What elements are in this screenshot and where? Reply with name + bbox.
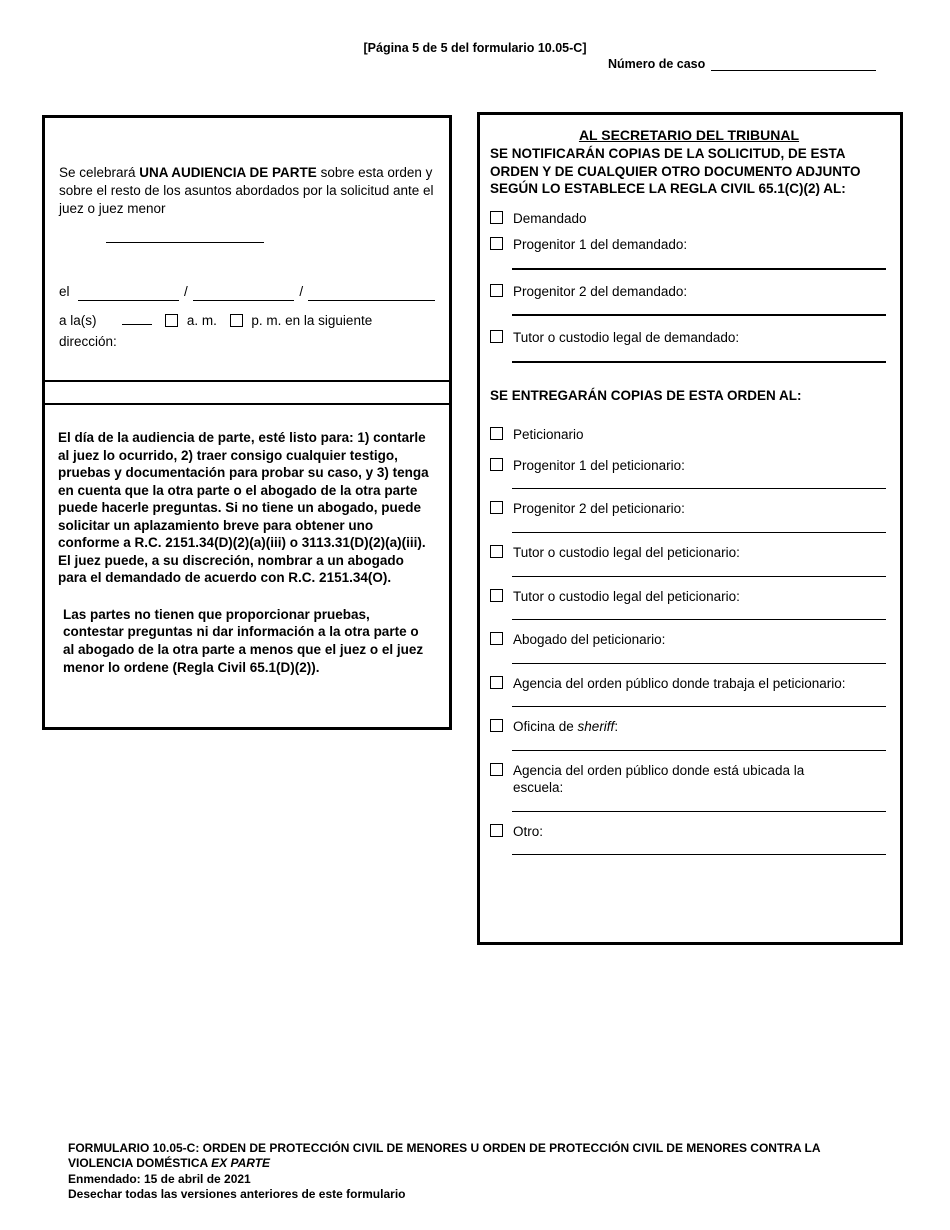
write-in-line[interactable] bbox=[512, 361, 886, 363]
check-item-label: Agencia del orden público donde trabaja el peticionario: bbox=[513, 675, 846, 691]
date-month-line[interactable] bbox=[78, 285, 180, 301]
check-item bbox=[490, 762, 888, 812]
write-in-line[interactable] bbox=[512, 488, 886, 489]
checkbox[interactable] bbox=[490, 284, 503, 297]
write-in-line[interactable] bbox=[512, 314, 886, 316]
pm-label: p. m. bbox=[251, 313, 282, 329]
hearing-time-row bbox=[59, 311, 421, 353]
check-item bbox=[490, 588, 888, 621]
check-item-label: Otro: bbox=[513, 823, 544, 839]
notify-list bbox=[490, 210, 888, 363]
check-item-label: Progenitor 2 del demandado: bbox=[513, 283, 688, 299]
check-item-label: Oficina de sheriff: bbox=[513, 719, 619, 735]
check-item bbox=[490, 544, 888, 577]
check-item-label: Tutor o custodio legal del peticionario: bbox=[513, 588, 740, 604]
check-item bbox=[490, 283, 888, 317]
date-label: el bbox=[59, 284, 70, 300]
checkbox[interactable] bbox=[490, 676, 503, 689]
hearing-instructions-section bbox=[45, 405, 449, 727]
checkbox[interactable] bbox=[490, 589, 503, 602]
check-item bbox=[490, 457, 888, 490]
check-item-label: Agencia del orden público donde está ubicada la escuela: bbox=[513, 762, 805, 796]
checkbox[interactable] bbox=[490, 501, 503, 514]
time-input-line[interactable] bbox=[122, 313, 152, 325]
write-in-line[interactable] bbox=[512, 576, 886, 577]
time-label: a la(s) bbox=[59, 313, 97, 329]
hearing-instructions-text: El día de la audiencia de parte, esté listo para: 1) contarle al juez lo ocurrido, 2) traer consigo cualquier testigo, pruebas y documentación para probar su caso, y 3) tenga en cuenta que la otra parte o el abogado de la otra parte puede hacerle preguntas. Si no tiene un abogado, puede solicitar un aplazamiento breve para obtener uno conforme a R.C. 2151.34(D)(2)(a)(iii) o 3113.31(D)(2)(a)(iii). El juez puede, a su discreción, nombrar a un abogado para el demandado de acuerdo con R.C. 2151.34(O). bbox=[58, 430, 429, 586]
intro-post: sobre esta orden y sobre el resto de los asuntos abordados por la solicitud ante el juez o juez menor bbox=[59, 165, 434, 216]
checkbox[interactable] bbox=[490, 632, 503, 645]
checkbox[interactable] bbox=[490, 237, 503, 250]
footer-amended-date: Enmendado: 15 de abril de 2021 bbox=[68, 1171, 251, 1186]
check-item-label: Progenitor 2 del peticionario: bbox=[513, 501, 685, 517]
footer-form-title: FORMULARIO 10.05-C: ORDEN DE PROTECCIÓN CIVIL DE MENORES U ORDEN DE PROTECCIÓN CIVIL DE MENORES CONTRA LA VIOLENCIA DOMÉSTICA EX PARTE bbox=[68, 1141, 821, 1171]
hearing-schedule-section bbox=[45, 118, 449, 380]
checkbox[interactable] bbox=[490, 427, 503, 440]
deliver-list bbox=[490, 426, 888, 855]
write-in-line[interactable] bbox=[512, 663, 886, 664]
checkbox[interactable] bbox=[490, 211, 503, 224]
am-label: a. m. bbox=[186, 313, 217, 329]
date-year-line[interactable] bbox=[308, 285, 435, 301]
check-item bbox=[490, 500, 888, 533]
checkbox[interactable] bbox=[490, 545, 503, 558]
notify-heading: SE NOTIFICARÁN COPIAS DE LA SOLICITUD, DE ESTA ORDEN Y DE CUALQUIER OTRO DOCUMENTO ADJUNTO SEGÚN LO ESTABLECE LA REGLA CIVIL 65.1(C)(2) AL: bbox=[490, 146, 861, 197]
check-item-label: Abogado del peticionario: bbox=[513, 632, 666, 648]
check-item bbox=[490, 718, 888, 751]
check-item-label: Progenitor 1 del peticionario: bbox=[513, 457, 685, 473]
hearing-date-row bbox=[59, 283, 435, 301]
write-in-line[interactable] bbox=[512, 811, 886, 812]
write-in-line[interactable] bbox=[512, 706, 886, 707]
pm-checkbox[interactable] bbox=[230, 314, 243, 327]
deliver-heading: SE ENTREGARÁN COPIAS DE ESTA ORDEN AL: bbox=[490, 387, 802, 403]
date-slash: / bbox=[299, 284, 304, 300]
ex-parte-label: EX PARTE bbox=[211, 1156, 271, 1171]
check-item bbox=[490, 210, 888, 228]
check-item bbox=[490, 631, 888, 664]
footer-discard-note: Desechar todas las versiones anteriores de este formulario bbox=[68, 1187, 406, 1202]
check-item-label: Peticionario bbox=[513, 427, 584, 443]
form-footer bbox=[68, 1141, 898, 1202]
case-number bbox=[608, 57, 876, 71]
write-in-line[interactable] bbox=[512, 750, 886, 751]
write-in-line[interactable] bbox=[512, 532, 886, 533]
write-in-line[interactable] bbox=[512, 268, 886, 270]
checkbox[interactable] bbox=[490, 330, 503, 343]
clerk-box bbox=[477, 112, 903, 945]
checkbox[interactable] bbox=[490, 824, 503, 837]
check-item-label: Tutor o custodio legal del peticionario: bbox=[513, 545, 740, 561]
check-item-label: Demandado bbox=[513, 210, 587, 226]
check-item bbox=[490, 823, 888, 856]
judge-name-line[interactable] bbox=[106, 233, 264, 243]
checkbox[interactable] bbox=[490, 458, 503, 471]
check-item-label: Progenitor 1 del demandado: bbox=[513, 237, 688, 253]
am-checkbox[interactable] bbox=[165, 314, 178, 327]
check-item bbox=[490, 426, 888, 444]
check-item bbox=[490, 236, 888, 270]
date-slash: / bbox=[184, 284, 188, 300]
write-in-line[interactable] bbox=[512, 854, 886, 855]
checkbox[interactable] bbox=[490, 719, 503, 732]
hearing-box bbox=[42, 115, 452, 730]
write-in-line[interactable] bbox=[512, 619, 886, 620]
check-item bbox=[490, 675, 888, 708]
case-number-input-line[interactable] bbox=[711, 57, 876, 71]
intro-pre: Se celebrará bbox=[59, 165, 140, 180]
address-label: en la siguiente dirección: bbox=[59, 313, 373, 350]
no-evidence-note: Las partes no tienen que proporcionar pruebas, contestar preguntas ni dar información a la otra parte o al abogado de la otra parte a menos que el juez o el juez menor lo ordene (Regla Civil 65.1(D)(2)). bbox=[63, 606, 424, 675]
date-day-line[interactable] bbox=[193, 285, 295, 301]
section-divider bbox=[45, 380, 449, 405]
case-number-label: Número de caso bbox=[608, 57, 706, 71]
page-indicator: [Página 5 de 5 del formulario 10.05-C] bbox=[363, 41, 587, 55]
clerk-title: AL SECRETARIO DEL TRIBUNAL bbox=[578, 127, 800, 143]
intro-bold: UNA AUDIENCIA DE PARTE bbox=[139, 165, 317, 180]
check-item bbox=[490, 329, 888, 363]
hearing-intro-text bbox=[59, 164, 435, 217]
check-item-label: Tutor o custodio legal de demandado: bbox=[513, 330, 740, 346]
checkbox[interactable] bbox=[490, 763, 503, 776]
